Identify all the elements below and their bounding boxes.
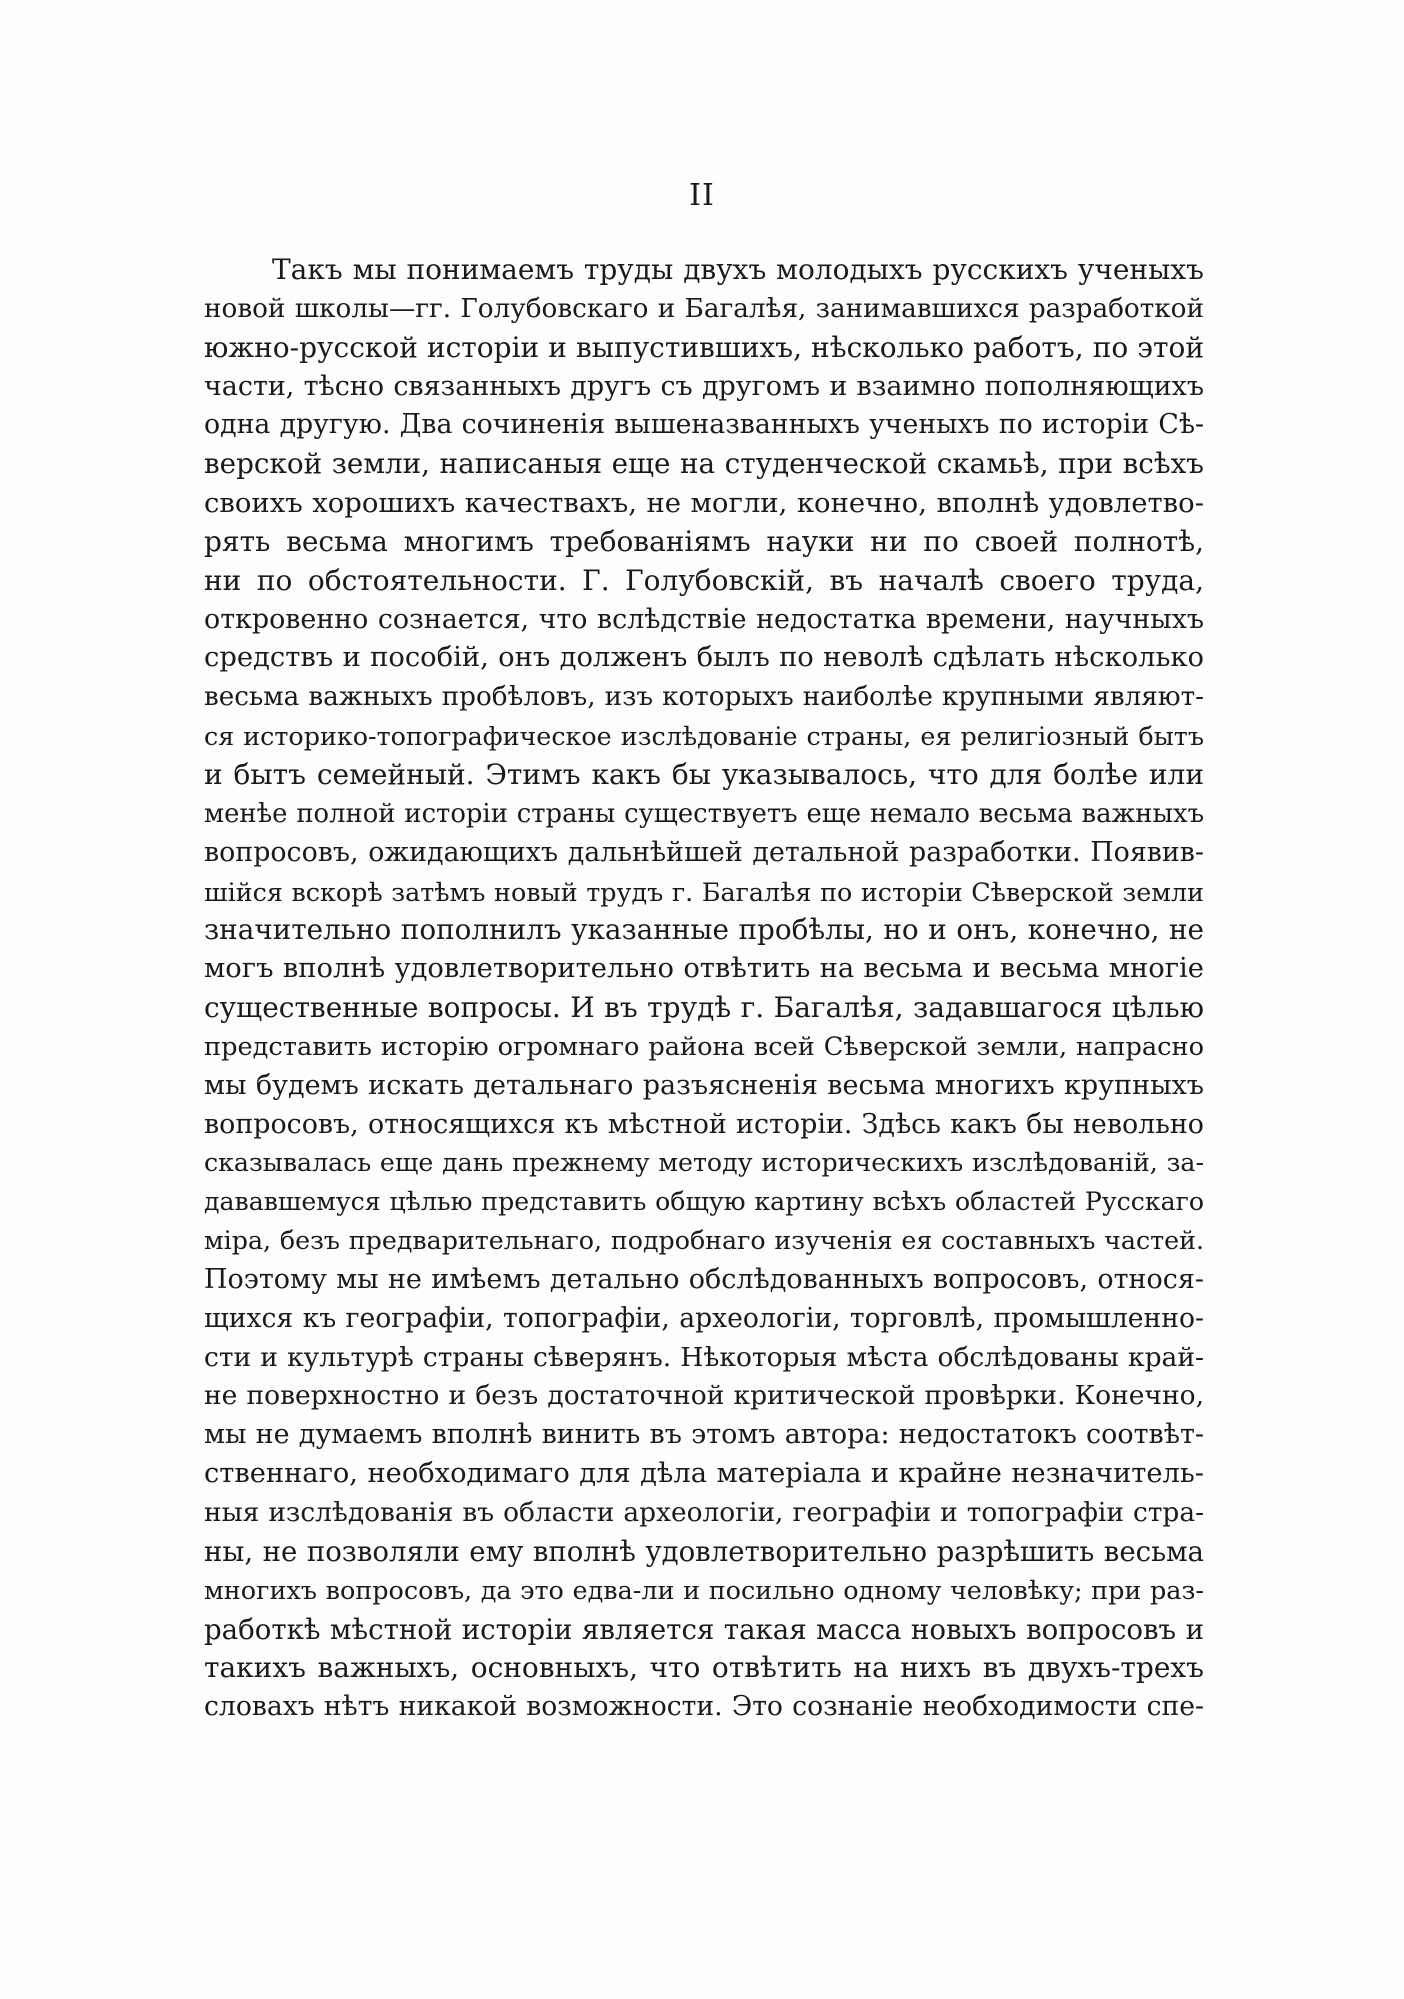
text-line: могъ вполнѣ удовлетворительно отвѣтить на весьма и весьма многіе: [204, 953, 1204, 985]
text-line: міра, безъ предварительнаго, подробнаго изученія ея составныхъ частей.: [204, 1226, 1204, 1256]
page-number: II: [689, 178, 715, 213]
text-line: значительно пополнилъ указанные пробѣлы, но и онъ, конечно, не: [204, 913, 1204, 947]
text-line: рять весьма многимъ требованіямъ науки ни по своей полнотѣ,: [204, 524, 1204, 558]
text-line: мы не думаемъ вполнѣ винить въ этомъ автора: недостатокъ соотвѣт-: [204, 1419, 1204, 1451]
text-line: одна другую. Два сочиненія вышеназванныхъ ученыхъ по исторіи Сѣ-: [204, 409, 1204, 441]
text-line: части, тѣсно связанныхъ другъ съ другомъ и взаимно пополняющихъ: [204, 370, 1204, 402]
text-line: щихся къ географіи, топографіи, археологіи, торговлѣ, промышленно-: [204, 1302, 1204, 1334]
text-line: ся историко-топографическое изслѣдованіе страны, ея религіозный бытъ: [204, 721, 1204, 752]
text-line: вопросовъ, относящихся къ мѣстной исторіи. Здѣсь какъ бы невольно: [204, 1108, 1204, 1140]
text-line: Поэтому мы не имѣемъ детально обслѣдованныхъ вопросовъ, относя-: [204, 1263, 1204, 1295]
text-line: ни по обстоятельности. Г. Голубовскій, въ началѣ своего труда,: [204, 563, 1204, 597]
text-line: представить исторію огромнаго района всей Сѣверской земли, напрасно: [204, 1031, 1204, 1062]
text-line: существенные вопросы. И въ трудѣ г. Багалѣя, задавшагося цѣлью: [204, 991, 1204, 1025]
text-line: менѣе полной исторіи страны существуетъ еще немало весьма важныхъ: [204, 798, 1204, 829]
text-line: средствъ и пособій, онъ долженъ былъ по неволѣ сдѣлать нѣсколько: [204, 642, 1204, 674]
text-line: откровенно сознается, что вслѣдствіе недостатка времени, научныхъ: [204, 603, 1204, 635]
body-text: [204, 251, 1204, 1727]
text-line: шійся вскорѣ затѣмъ новый трудъ г. Багалѣя по исторіи Сѣверской земли: [204, 876, 1204, 907]
text-line: многихъ вопросовъ, да это едва-ли и посильно одному человѣку; при раз-: [204, 1575, 1204, 1606]
text-line: сти и культурѣ страны сѣверянъ. Нѣкоторыя мѣста обслѣдованы край-: [204, 1341, 1204, 1373]
text-line: весьма важныхъ пробѣловъ, изъ которыхъ наиболѣе крупными являют-: [204, 682, 1204, 713]
text-line: и бытъ семейный. Этимъ какъ бы указывалось, что для болѣе или: [204, 757, 1204, 791]
text-line: новой школы—гг. Голубовскаго и Багалѣя, занимавшихся разработкой: [204, 293, 1204, 324]
text-line: ныя изслѣдованія въ области археологіи, географіи и топографіи стра-: [204, 1497, 1204, 1528]
text-line: вопросовъ, ожидающихъ дальнѣйшей детальной разработки. Появив-: [204, 836, 1204, 868]
text-line: такихъ важныхъ, основныхъ, что отвѣтить на нихъ въ двухъ-трехъ: [204, 1651, 1204, 1685]
text-line: сказывалась еще дань прежнему методу историческихъ изслѣдованій, за-: [204, 1148, 1204, 1178]
text-line: верской земли, написаныя еще на студенческой скамьѣ, при всѣхъ: [204, 447, 1204, 481]
text-line: дававшемуся цѣлью представить общую картину всѣхъ областей Русскаго: [204, 1187, 1204, 1217]
text-line: своихъ хорошихъ качествахъ, не могли, конечно, вполнѣ удовлетво-: [204, 487, 1204, 520]
text-line: южно-русской исторіи и выпустившихъ, нѣсколько работъ, по этой: [204, 330, 1204, 364]
text-line: ны, не позволяли ему вполнѣ удовлетворительно разрѣшить весьма: [204, 1534, 1204, 1568]
text-line: работкѣ мѣстной исторіи является такая масса новыхъ вопросовъ и: [204, 1612, 1204, 1646]
text-line: словахъ нѣтъ никакой возможности. Это сознаніе необходимости спе-: [204, 1691, 1204, 1723]
text-line: Такъ мы понимаемъ труды двухъ молодыхъ русскихъ ученыхъ: [272, 253, 1204, 286]
text-line: мы будемъ искать детальнаго разъясненія весьма многихъ крупныхъ: [204, 1069, 1204, 1101]
text-line: не поверхностно и безъ достаточной критической провѣрки. Конечно,: [204, 1380, 1204, 1412]
text-line: ственнаго, необходимаго для дѣла матеріала и крайне незначитель-: [204, 1458, 1204, 1490]
